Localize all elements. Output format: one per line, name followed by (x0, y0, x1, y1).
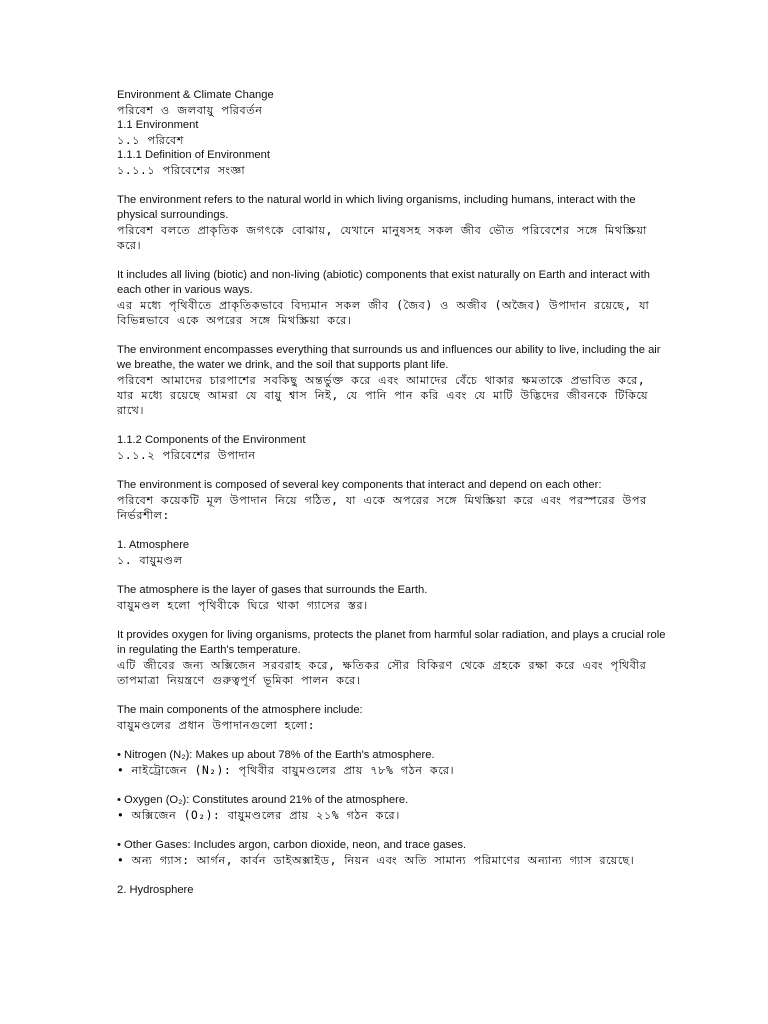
paragraph: The environment encompasses everything that surrounds us and influences our ability to live, including the air we breathe, the water we drink, and the soil that supports plant life. (117, 344, 661, 371)
paragraph-native: এর মধ্যে পৃথিবীতে প্রাকৃতিকভাবে বিদ্যমান সকল জীব (জৈব) ও অজীব (অজৈব) উপাদান রয়েছে, যা বিভিন্নভাবে একে অপরের সঙ্গে মিথস্ক্রিয়া করে। (117, 299, 650, 327)
document-title-native: পরিবেশ ও জলবায়ু পরিবর্তন (117, 104, 263, 117)
paragraph: The atmosphere is the layer of gases that surrounds the Earth. (117, 584, 428, 596)
bullet-item: • Oxygen (O₂): Constitutes around 21% of the atmosphere. (117, 794, 409, 806)
list-heading-native: ১. বায়ুমণ্ডল (117, 554, 183, 567)
paragraph: The main components of the atmosphere include: (117, 704, 363, 716)
subsection-heading-native: ১.১.১ পরিবেশের সংজ্ঞা (117, 164, 246, 177)
paragraph-native: পরিবেশ কয়েকটি মূল উপাদান নিয়ে গঠিত, যা একে অপরের সঙ্গে মিথস্ক্রিয়া করে এবং পরস্পরের উপর নির্ভরশীল: (117, 494, 647, 522)
paragraph: It includes all living (biotic) and non-living (abiotic) components that exist naturally on Earth and interact with each other in various ways. (117, 269, 650, 296)
paragraph: The environment is composed of several key components that interact and depend on each other: (117, 479, 602, 491)
section-heading: 1.1 Environment (117, 119, 199, 131)
document-title: Environment & Climate Change (117, 89, 274, 101)
subsection-heading-native: ১.১.২ পরিবেশের উপাদান (117, 449, 256, 462)
paragraph: The environment refers to the natural world in which living organisms, including humans, interact with the physical surroundings. (117, 194, 636, 221)
paragraph: It provides oxygen for living organisms, protects the planet from harmful solar radiation, and plays a crucial role in regulating the Earth's temperature. (117, 629, 666, 656)
list-heading: 2. Hydrosphere (117, 884, 194, 896)
paragraph-native: পরিবেশ বলতে প্রাকৃতিক জগৎকে বোঝায়, যেখানে মানুষসহ সকল জীব ভৌত পরিবেশের সঙ্গে মিথস্ক্রিয়া করে। (117, 224, 647, 252)
bullet-item: • Nitrogen (N₂): Makes up about 78% of the Earth's atmosphere. (117, 749, 435, 761)
subsection-heading: 1.1.1 Definition of Environment (117, 149, 270, 161)
paragraph-native: বায়ুমণ্ডলের প্রধান উপাদানগুলো হলো: (117, 719, 316, 732)
section-heading-native: ১.১ পরিবেশ (117, 134, 185, 147)
subsection-heading: 1.1.2 Components of the Environment (117, 434, 306, 446)
bullet-item-native: • অন্য গ্যাস: আর্গন, কার্বন ডাইঅক্সাইড, নিয়ন এবং অতি সামান্য পরিমাণের অন্যান্য গ্যাস রয়েছে। (117, 854, 635, 867)
bullet-item: • Other Gases: Includes argon, carbon dioxide, neon, and trace gases. (117, 839, 467, 851)
paragraph-native: এটি জীবের জন্য অক্সিজেন সরবরাহ করে, ক্ষতিকর সৌর বিকিরণ থেকে গ্রহকে রক্ষা করে এবং পৃথিবীর তাপমাত্রা নিয়ন্ত্রণে গুরুত্বপূর্ণ ভূমিকা পালন করে। (117, 659, 647, 687)
list-heading: 1. Atmosphere (117, 539, 190, 551)
paragraph-native: বায়ুমণ্ডল হলো পৃথিবীকে ঘিরে থাকা গ্যাসের স্তর। (117, 599, 368, 612)
paragraph-native: পরিবেশ আমাদের চারপাশের সবকিছু অন্তর্ভুক্ত করে এবং আমাদের বেঁচে থাকার ক্ষমতাকে প্রভাবিত করে, যার মধ্যে রয়েছে আমরা যে বায়ু শ্বাস নিই, যে পানি পান করি এবং যে মাটি উদ্ভিদের জীবনকে টিকিয়ে রাখে। (117, 374, 649, 417)
bullet-item-native: • অক্সিজেন (O₂): বায়ুমণ্ডলের প্রায় ২১% গঠন করে। (117, 809, 400, 822)
bullet-item-native: • নাইট্রোজেন (N₂): পৃথিবীর বায়ুমণ্ডলের প্রায় ৭৮% গঠন করে। (117, 764, 455, 777)
